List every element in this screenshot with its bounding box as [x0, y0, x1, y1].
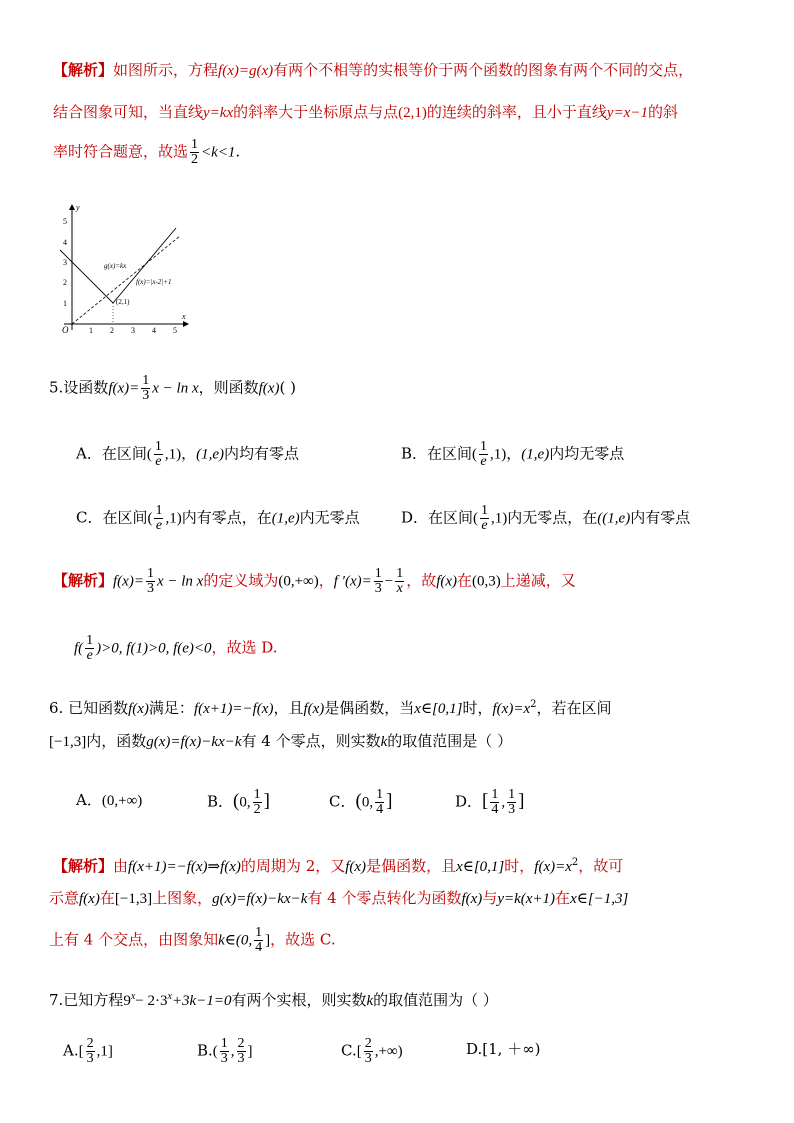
option-text: 内有零点 [630, 508, 691, 527]
sol4-math: f(x)=g(x) [218, 63, 274, 79]
interval: ,1) [491, 510, 508, 527]
sol5-text: 上递减，又 [500, 571, 576, 590]
sol4-line3 [53, 138, 240, 167]
sol5-text: 的定义域为 [203, 571, 279, 590]
q7-stem: 7.已知方程$9^x- 2\cdot 3^x+3k-1=0$有两个实根，则实数k的取值范围为（ ） [49, 991, 498, 1009]
solution-tag: 【解析】 [53, 857, 114, 875]
fraction: $\frac{1}{4}$ [255, 925, 263, 955]
q7-option-b[interactable]: B.( $\frac{1}{3}$ , $\frac{2}{3}$ ] [197, 1036, 253, 1066]
fraction: $\frac{1}{4}$ [491, 787, 499, 817]
fraction: $\frac{2}{3}$ [237, 1036, 245, 1066]
option-label: D.[1, ＋∞) [466, 1040, 541, 1058]
point-label: (2,1) [116, 298, 130, 306]
interval: (1,e) [196, 446, 225, 463]
q6-option-a[interactable] [76, 788, 142, 813]
y-tick: 5 [63, 217, 67, 226]
fraction: $\frac{1}{2}$ [253, 787, 261, 817]
fraction: $\frac{1}{e}$ [86, 633, 94, 663]
q6-line2: [−1,3]内，函数g(x)=f(x)−kx−k有 4 个零点，则实数k的取值范围是（ ） [49, 732, 513, 750]
sol6-line2: 示意f(x)在[−1,3]上图象，g(x)=f(x)−kx−k有 4 个零点转化为函数f(x)与y=k(x+1)在x∈[−1,3] [49, 889, 629, 907]
interval: ,1) [165, 510, 182, 527]
q5-text: ( ) [279, 378, 296, 397]
q5-option-b[interactable]: B．在区间( $\frac{1}{e}$ ,1)，(1,e)内均无零点 [401, 439, 625, 469]
sol5-line1: 【解析】f(x)= $\frac{1}{3}$ x − ln x的定义域为(0,+∞)，f ′(x)= $\frac{1}{3}$ − $\frac{1}{x}$ ，故f(x)在(0,3)上递减，又 [53, 566, 576, 596]
sol5-text: ， [318, 571, 334, 590]
sol4-line2 [53, 100, 678, 125]
label-g: g(x)=kx [104, 262, 127, 270]
sol4-text: 结合图象可知，当直线 [53, 103, 204, 121]
sol5-math: f(x) [436, 573, 458, 590]
sol5-text: 在 [457, 571, 473, 590]
option-text: 内无零点，在 [507, 508, 598, 527]
fraction: $\frac{1}{x}$ [396, 566, 404, 596]
sol4-text: 如图所示，方程 [113, 61, 219, 79]
fraction: $\frac{1}{e}$ [155, 503, 163, 533]
sol5-line2 [74, 634, 278, 663]
option-text: 内均无零点 [549, 444, 625, 463]
period: . [235, 142, 241, 161]
y-tick: 4 [63, 238, 67, 247]
q6-option-d[interactable]: D．[ $\frac{1}{4}$ , $\frac{1}{3}$ ] [455, 787, 525, 817]
sep: ， [506, 444, 522, 463]
fraction: $\frac{1}{4}$ [376, 787, 384, 817]
option-label: A．在区间 [76, 444, 147, 463]
sol4-text: 率时符合题意，故选 [53, 142, 189, 161]
x-tick: 3 [131, 326, 135, 335]
sol4-text: 的斜率大于坐标原点与点 [233, 103, 399, 121]
sol4-line1 [53, 58, 693, 83]
sol5-text: ，故选 D. [211, 638, 278, 657]
x-tick: 2 [110, 326, 114, 335]
sol5-text: ，故 [406, 571, 437, 590]
sol5-math: f( [74, 640, 84, 657]
option-label: A． [76, 791, 102, 809]
origin-label: O [62, 325, 69, 335]
q7-option-c[interactable]: C.[ $\frac{2}{3}$ ,+∞) [341, 1036, 403, 1066]
q5-text: ，则函数 [198, 378, 259, 397]
x-ticks [89, 326, 177, 335]
q5-option-d[interactable]: D．在区间( $\frac{1}{e}$ ,1)内无零点，在((1,e)内有零点 [401, 503, 691, 533]
sol5-math: f(x)= [113, 573, 144, 590]
sol4-text: 有两个不相等的实根等价于两个函数的图象有两个不同的交点， [273, 61, 694, 79]
fraction: $\frac{1}{3}$ [146, 566, 154, 596]
option-label: A. [63, 1041, 79, 1060]
x-tick: 4 [152, 326, 156, 335]
option-label: B. [197, 1041, 213, 1060]
fraction: $\frac{2}{3}$ [364, 1036, 372, 1066]
function-graph [58, 200, 193, 335]
q5-text: 5.设函数 [49, 378, 109, 397]
q6-line1: 6. 已知函数f(x)满足：f(x+1)=−f(x)，且f(x)是偶函数，当x∈[0,1]时，$f(x)=x^2$，若在区间 [49, 699, 612, 717]
interval: (1,e) [271, 510, 300, 527]
sol6-line1: 【解析】由f(x+1)=−f(x)⇒f(x)的周期为 2，又f(x)是偶函数，且x∈[0,1]时，$f(x)=x^2$，故可 [53, 857, 624, 875]
sol6-line3: 上有 4 个交点，由图象知k∈(0, $\frac{1}{4}$ ]，故选 C. [49, 925, 336, 955]
sol4-math: <k<1 [201, 144, 236, 161]
q7-option-d[interactable] [466, 1037, 541, 1061]
sol4-math: y=kx [203, 105, 234, 121]
interval: ,1) [164, 446, 182, 463]
sol5-math: )>0, f(1)>0, f(e)<0 [96, 640, 212, 657]
q5-math: f(x)= [108, 380, 140, 397]
fraction: $\frac{1}{2}$ [191, 137, 199, 167]
sol4-math: (2,1) [398, 105, 427, 121]
option-text: 内均有零点 [224, 444, 300, 463]
q5-option-a[interactable]: A．在区间( $\frac{1}{e}$ ,1)，(1,e)内均有零点 [76, 439, 300, 469]
y-ticks [63, 217, 67, 308]
y-tick: 1 [63, 299, 67, 308]
sep: ， [181, 444, 197, 463]
q5-option-c[interactable]: C．在区间( $\frac{1}{e}$ ,1)内有零点，在(1,e)内无零点 [76, 503, 360, 533]
interval: ((1,e) [597, 510, 631, 527]
option-label: D． [455, 792, 483, 811]
sol5-math: x − ln x [156, 573, 204, 590]
sol4-text: 的斜 [647, 103, 678, 121]
sol5-math: (0,3) [472, 573, 501, 590]
sol4-text: 的连续的斜率，且小于直线 [426, 103, 607, 121]
fraction: $\frac{1}{3}$ [220, 1036, 228, 1066]
sol4-math: y=x−1 [606, 105, 648, 121]
label-f: f(x)=|x-2|+1 [136, 278, 172, 286]
fraction: $\frac{1}{3}$ [508, 787, 516, 817]
option-text: 内有零点，在 [181, 508, 272, 527]
option-label: C． [329, 792, 356, 811]
option-label: C．在区间 [76, 508, 148, 527]
option-label: B． [207, 792, 234, 811]
x-tick: 5 [173, 326, 177, 335]
sol5-math: f ′(x)= [333, 573, 372, 590]
interval: (1,e) [521, 446, 550, 463]
option-label: C. [341, 1041, 357, 1060]
x-tick: 1 [89, 326, 93, 335]
option-label: D．在区间 [401, 508, 474, 527]
q6-option-b[interactable]: B．(0, $\frac{1}{2}$ ] [207, 787, 270, 817]
q7-option-a[interactable]: A.[ $\frac{2}{3}$ ,1] [63, 1036, 113, 1066]
q5-stem [49, 374, 296, 403]
q5-math: f(x) [258, 380, 280, 397]
y-axis-label: y [76, 203, 80, 212]
solution-tag: 【解析】 [53, 61, 114, 79]
interval: ,1) [490, 446, 507, 463]
fraction: $\frac{1}{e}$ [154, 439, 162, 469]
option-text: 内无零点 [299, 508, 360, 527]
q6-option-c[interactable]: C．(0, $\frac{1}{4}$ ] [329, 787, 393, 817]
fraction: $\frac{1}{3}$ [142, 373, 150, 403]
fraction: $\frac{1}{e}$ [480, 439, 488, 469]
fraction: $\frac{2}{3}$ [86, 1036, 94, 1066]
option-value: (0,+∞) [101, 793, 143, 809]
y-tick: 2 [63, 278, 67, 287]
x-axis-label: x [182, 312, 186, 321]
sol5-math: (0,+∞) [278, 573, 319, 590]
fraction: $\frac{1}{e}$ [481, 503, 489, 533]
y-tick: 3 [63, 258, 67, 267]
q5-math: x − ln x [152, 380, 199, 397]
option-label: B．在区间 [401, 444, 473, 463]
solution-tag: 【解析】 [53, 571, 114, 590]
fraction: $\frac{1}{3}$ [374, 566, 382, 596]
